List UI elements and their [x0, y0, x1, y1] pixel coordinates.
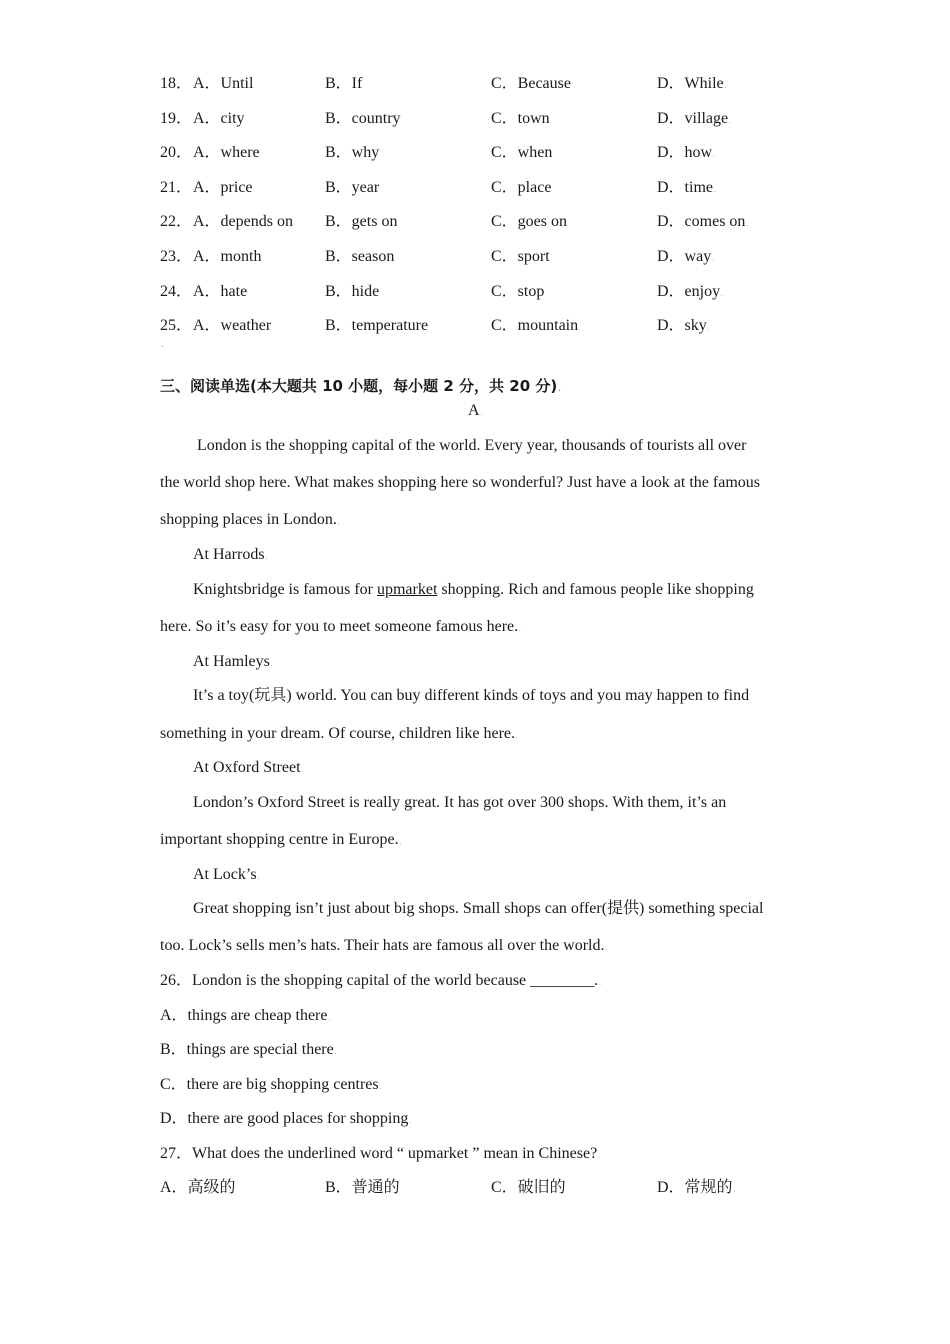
option-a: A．things are cheap there . — [160, 1005, 330, 1027]
option-c: C．stop — [491, 283, 545, 300]
option-b: B．season — [325, 248, 395, 265]
paragraph-mark-icon: ` — [161, 344, 164, 354]
option-a: A．where — [193, 144, 260, 161]
option-c: C．place — [491, 179, 552, 196]
option-c: C．mountain — [491, 317, 579, 334]
option-d: D．time . — [657, 177, 716, 201]
option-d: D．While . — [657, 73, 726, 97]
section-title-oxford: At Oxford Street . — [193, 757, 303, 779]
option-c: C．town — [491, 110, 550, 127]
option-c: C．Because — [491, 75, 571, 92]
option-b: B．If — [325, 75, 363, 92]
option-d: D．there are good places for shopping . — [160, 1108, 411, 1130]
option-d: D．how . — [657, 142, 715, 166]
option-b: B．hide — [325, 283, 380, 300]
option-c: C．goes on — [491, 213, 568, 230]
option-c: C．there are big shopping centres . — [160, 1074, 381, 1096]
option-b: B．普通的 — [325, 1179, 400, 1196]
option-a: A．hate — [193, 283, 248, 300]
option-b: B．why — [325, 144, 380, 161]
passage-line: shopping places in London. . — [160, 509, 340, 531]
question-number: 22． — [160, 213, 193, 230]
passage-label: A . — [468, 400, 482, 422]
option-a: A．depends on — [193, 213, 293, 230]
question-27-stem: 27．What does the underlined word “ upmarket ” mean in Chinese? . — [160, 1143, 600, 1165]
section-title-locks: At Lock’s . — [193, 864, 259, 886]
question-26-stem: 26．London is the shopping capital of the world because ________. . — [160, 970, 601, 992]
option-c: C．sport — [491, 248, 550, 265]
passage-line: important shopping centre in Europe. . — [160, 829, 401, 851]
option-b: B．gets on — [325, 213, 398, 230]
passage-line: the world shop here. What makes shopping here so wonderful? Just have a look at the famous — [160, 474, 760, 491]
option-d: D．enjoy . — [657, 281, 723, 305]
passage-line: here. So it’s easy for you to meet someone famous here. . — [160, 616, 521, 638]
passage-line: London is the shopping capital of the world. Every year, thousands of tourists all over — [197, 437, 747, 454]
option-b: B．year — [325, 179, 380, 196]
option-c: C．破旧的 — [491, 1179, 566, 1196]
option-b: B．things are special there . — [160, 1039, 336, 1061]
option-a: A．weather — [193, 317, 272, 334]
option-a: A．month — [193, 248, 262, 265]
passage-line: It’s a toy(玩具) world. You can buy different kinds of toys and you may happen to find — [193, 687, 750, 704]
question-number: 21． — [160, 179, 193, 196]
question-number: 18． — [160, 75, 193, 92]
option-d: D．village . — [657, 108, 731, 132]
section-heading: 三、阅读单选(本大题共 10 小题，每小题 2 分，共 20 分) . — [160, 375, 561, 397]
option-a: A．Until — [193, 75, 254, 92]
passage-line — [193, 579, 754, 601]
option-d: D．sky . — [657, 315, 710, 339]
question-number: 20． — [160, 144, 193, 161]
option-a: A．city — [193, 110, 245, 127]
option-d: D．comes on . — [657, 211, 748, 235]
passage-line: too. Lock’s sells men’s hats. Their hats are famous all over the world. . — [160, 935, 607, 957]
passage-text: Knightsbridge is famous for — [193, 581, 377, 598]
question-number: 24． — [160, 283, 193, 300]
option-b: B．country — [325, 110, 401, 127]
option-d: D．way . — [657, 246, 714, 270]
underlined-word: upmarket — [376, 581, 438, 598]
passage-line: London’s Oxford Street is really great. It has got over 300 shops. With them, it’s an — [193, 794, 727, 811]
option-d: D．常规的 . — [657, 1177, 735, 1201]
question-number: 19． — [160, 110, 193, 127]
question-number: 25． — [160, 317, 193, 334]
option-b: B．temperature — [325, 317, 429, 334]
option-c: C．when — [491, 144, 553, 161]
section-title-harrods: At Harrods . — [193, 544, 267, 566]
section-title-hamleys: At Hamleys . — [193, 651, 273, 673]
passage-line: something in your dream. Of course, children like here. . — [160, 723, 518, 745]
passage-text: shopping. Rich and famous people like shopping — [437, 581, 754, 598]
question-number: 23． — [160, 248, 193, 265]
option-a: A．高级的 — [160, 1179, 236, 1196]
passage-line: Great shopping isn’t just about big shops. Small shops can offer(提供) something special — [193, 900, 764, 917]
option-a: A．price — [193, 179, 253, 196]
